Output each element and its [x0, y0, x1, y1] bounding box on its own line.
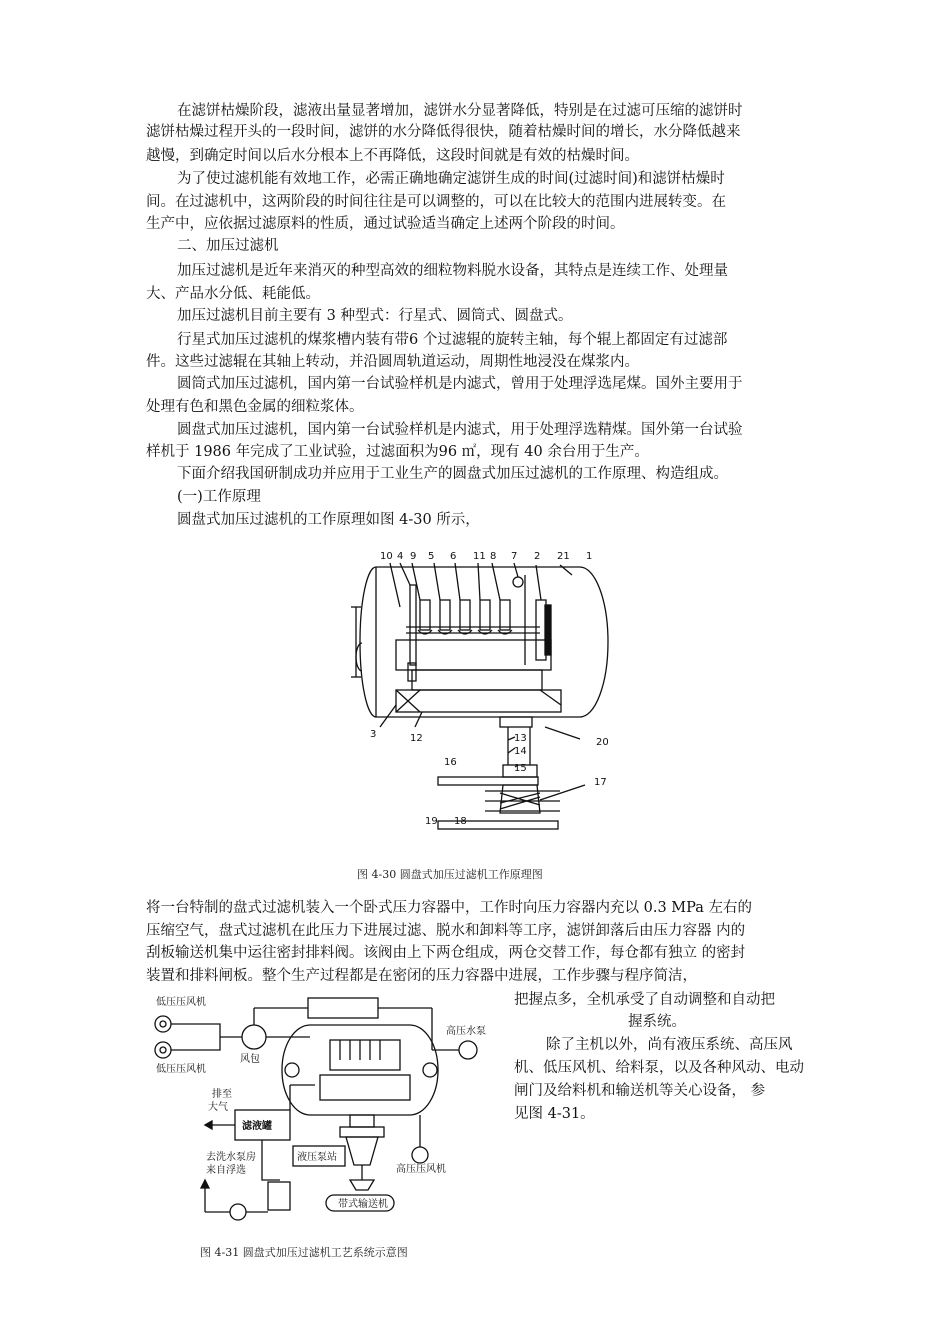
text-line: 样机于 1986 年完成了工业试验，过滤面积为96 ㎡，现有 40 余台用于生产。 [146, 444, 649, 460]
text-line: 闸门及给料机和输送机等关心设备， 参 [514, 1083, 766, 1099]
text-line: 装置和排料闸板。整个生产过程都是在密闭的压力容器中进展，工作步骤与程序简洁， [146, 968, 697, 984]
paragraph-types: 加压过滤机目前主要有 3 种型式：行星式、圆筒式、圆盘式。 [177, 308, 573, 324]
label-vent: 排至 [212, 1089, 232, 1100]
label-vent: 大气 [208, 1102, 228, 1113]
callout-label: 15 [514, 763, 527, 774]
callout-label: 13 [514, 733, 527, 744]
callout-label: 2 [534, 551, 541, 562]
label-wash: 来自浮选 [206, 1165, 246, 1176]
callout-label: 5 [428, 551, 435, 562]
section-heading: 二、加压过滤机 [177, 238, 279, 254]
paragraph-figure-ref: 圆盘式加压过滤机的工作原理如图 4-30 所示， [177, 512, 480, 528]
callout-label: 19 [425, 816, 438, 827]
figure-4-30-diagram [340, 545, 630, 840]
callout-label: 9 [410, 551, 417, 562]
paragraph-next: 下面介绍我国研制成功并应用于工业生产的圆盘式加压过滤机的工作原理、构造组成。 [177, 466, 728, 482]
callout-label: 7 [511, 551, 518, 562]
text-line: 刮板输送机集中运往密封排料阀。该阀由上下两仓组成，两仓交替工作，每仓都有独立 的密封 [146, 945, 746, 961]
text-line: 间。在过滤机中，这两阶段的时间往往是可以调整的，可以在比较大的范围内进展转变。在 [146, 194, 726, 210]
text-line: 在滤饼枯燥阶段，滤液出量显著增加，滤饼水分显著降低，特别是在过滤可压缩的滤饼时 [177, 103, 743, 119]
subsection-heading: (一)工作原理 [177, 489, 261, 505]
figure-4-31-diagram [150, 990, 500, 1228]
label-hyd-station: 液压泵站 [297, 1152, 337, 1163]
text-line: 除了主机以外，尚有液压系统、高压风 [546, 1037, 793, 1053]
text-line: 机、低压风机、给料泵，以及各种风动、电动 [514, 1060, 804, 1076]
callout-label: 8 [490, 551, 497, 562]
text-line: 压缩空气，盘式过滤机在此压力下进展过滤、脱水和卸料等工序，滤饼卸落后由压力容器 内的 [146, 923, 746, 939]
text-line: 生产中，应依据过滤原料的性质，通过试验适当确定上述两个阶段的时间。 [146, 216, 625, 232]
text-line: 圆筒式加压过滤机，国内第一台试验样机是内滤式，曾用于处理浮选尾煤。国外主要用于 [177, 376, 743, 392]
label-hp-fan: 高压压风机 [396, 1164, 446, 1175]
callout-label: 14 [514, 746, 527, 757]
callout-label: 11 [473, 551, 486, 562]
text-line: 越慢，到确定时间以后水分根本上不再降低，这段时间就是有效的枯燥时间。 [146, 148, 639, 164]
callout-label: 18 [454, 816, 467, 827]
text-line: 行星式加压过滤机的煤浆槽内装有带6 个过滤辊的旋转主轴，每个辊上都固定有过滤部 [177, 332, 728, 348]
callout-label: 16 [444, 757, 457, 768]
callout-label: 20 [596, 737, 609, 748]
text-line: 将一台特制的盘式过滤机装入一个卧式压力容器中，工作时向压力容器内充以 0.3 MPa 左右的 [146, 900, 752, 916]
text-line: 握系统。 [628, 1014, 686, 1030]
label-hp-pump: 高压水泵 [446, 1026, 486, 1037]
text-line: 圆盘式加压过滤机，国内第一台试验样机是内滤式，用于处理浮选精煤。国外第一台试验 [177, 422, 743, 438]
text-line: 件。这些过滤辊在其轴上转动，并沿圆周轨道运动，周期性地浸没在煤浆内。 [146, 354, 639, 370]
text-line: 为了使过滤机能有效地工作，必需正确地确定滤饼生成的时间(过滤时间)和滤饼枯燥时 [177, 171, 725, 187]
text-line: 大、产品水分低、耗能低。 [146, 286, 320, 302]
label-filtrate-tank: 滤液罐 [242, 1121, 272, 1132]
text-line: 加压过滤机是近年来消灭的种型高效的细粒物料脱水设备，其特点是连续工作、处理量 [177, 263, 728, 279]
text-line: 把握点多，全机承受了自动调整和自动把 [514, 992, 775, 1008]
callout-label: 4 [397, 551, 404, 562]
text-line: 处理有色和黑色金属的细粒浆体。 [146, 399, 364, 415]
callout-label: 21 [557, 551, 570, 562]
callout-label: 3 [370, 729, 377, 740]
figure-4-30-caption: 图 4-30 圆盘式加压过滤机工作原理图 [357, 868, 543, 881]
callout-label: 12 [410, 733, 423, 744]
text-line: 见图 4-31。 [514, 1106, 595, 1122]
figure-4-31-caption: 图 4-31 圆盘式加压过滤机工艺系统示意图 [200, 1246, 408, 1259]
callout-label: 1 [586, 551, 593, 562]
label-belt: 带式输送机 [338, 1199, 388, 1210]
callout-label: 6 [450, 551, 457, 562]
label-air-tank: 风包 [240, 1054, 260, 1065]
label-low-fan: 低压压风机 [156, 997, 206, 1008]
text-line: 滤饼枯燥过程开头的一段时间，滤饼的水分降低得很快，随着枯燥时间的增长，水分降低越来 [146, 124, 741, 140]
label-low-fan: 低压压风机 [156, 1064, 206, 1075]
callout-label: 10 [380, 551, 393, 562]
label-wash: 去洗水泵房 [206, 1152, 256, 1163]
callout-label: 17 [594, 777, 607, 788]
